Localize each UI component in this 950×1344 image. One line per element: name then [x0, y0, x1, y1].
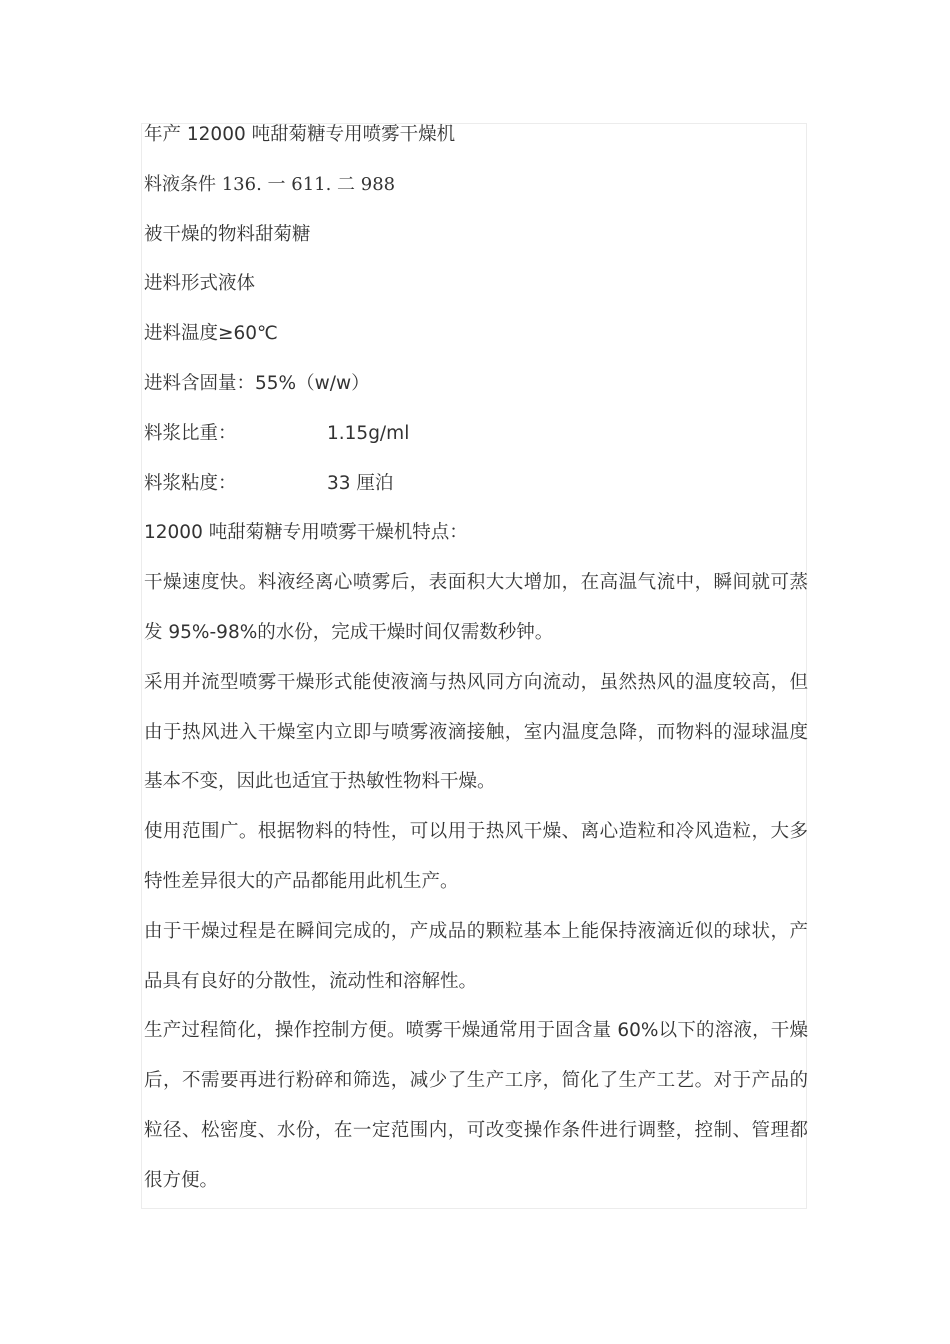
- slurry-viscosity-label: 料浆粘度：: [144, 472, 237, 494]
- feature-paragraph-1: 干燥速度快。料液经离心喷雾后，表面积大大增加，在高温气流中，瞬间就可蒸发 95%-98%的水份，完成干燥时间仅需数秒钟。: [144, 572, 808, 643]
- feature-paragraph-4: 由于干燥过程是在瞬间完成的，产成品的颗粒基本上能保持液滴近似的球状，产品具有良好的分散性，流动性和溶解性。: [144, 920, 808, 992]
- feature-paragraph-2: 采用并流型喷雾干燥形式能使液滴与热风同方向流动，虽然热风的温度较高，但由于热风进入干燥室内立即与喷雾液滴接触，室内温度急降，而物料的湿球温度基本不变，因此也适宜于热敏性物料干燥。: [144, 671, 808, 793]
- slurry-viscosity-value: 33 厘泊: [327, 472, 394, 494]
- feed-temperature-line: 进料温度≥60℃: [144, 323, 278, 345]
- condition-line: 料液条件 136. 一 611. 二 988: [144, 173, 396, 195]
- document-body: [144, 110, 808, 1206]
- slurry-density-row: [144, 409, 808, 459]
- feature-paragraph-3: 使用范围广。根据物料的特性，可以用于热风干燥、离心造粒和冷风造粒，大多特性差异很大的产品都能用此机生产。: [144, 821, 808, 892]
- document-title: 年产 12000 吨甜菊糖专用喷雾干燥机: [144, 124, 456, 145]
- features-heading: 12000 吨甜菊糖专用喷雾干燥机特点：: [144, 522, 468, 544]
- solid-content-line: 进料含固量：55%（w/w）: [144, 372, 370, 394]
- feature-paragraph-5: 生产过程简化，操作控制方便。喷雾干燥通常用于固含量 60%以下的溶液，干燥后，不需要再进行粉碎和筛选，减少了生产工序，简化了生产工艺。对于产品的粒径、松密度、水份，在一定范围内，可改变操作条件进行调整，控制、管理都很方便。: [144, 1020, 808, 1191]
- material-line: 被干燥的物料甜菊糖: [144, 223, 311, 245]
- feed-form-line: 进料形式液体: [144, 273, 256, 295]
- slurry-viscosity-row: [144, 459, 808, 509]
- slurry-density-label: 料浆比重：: [144, 422, 237, 444]
- slurry-density-value: 1.15g/ml: [327, 422, 410, 444]
